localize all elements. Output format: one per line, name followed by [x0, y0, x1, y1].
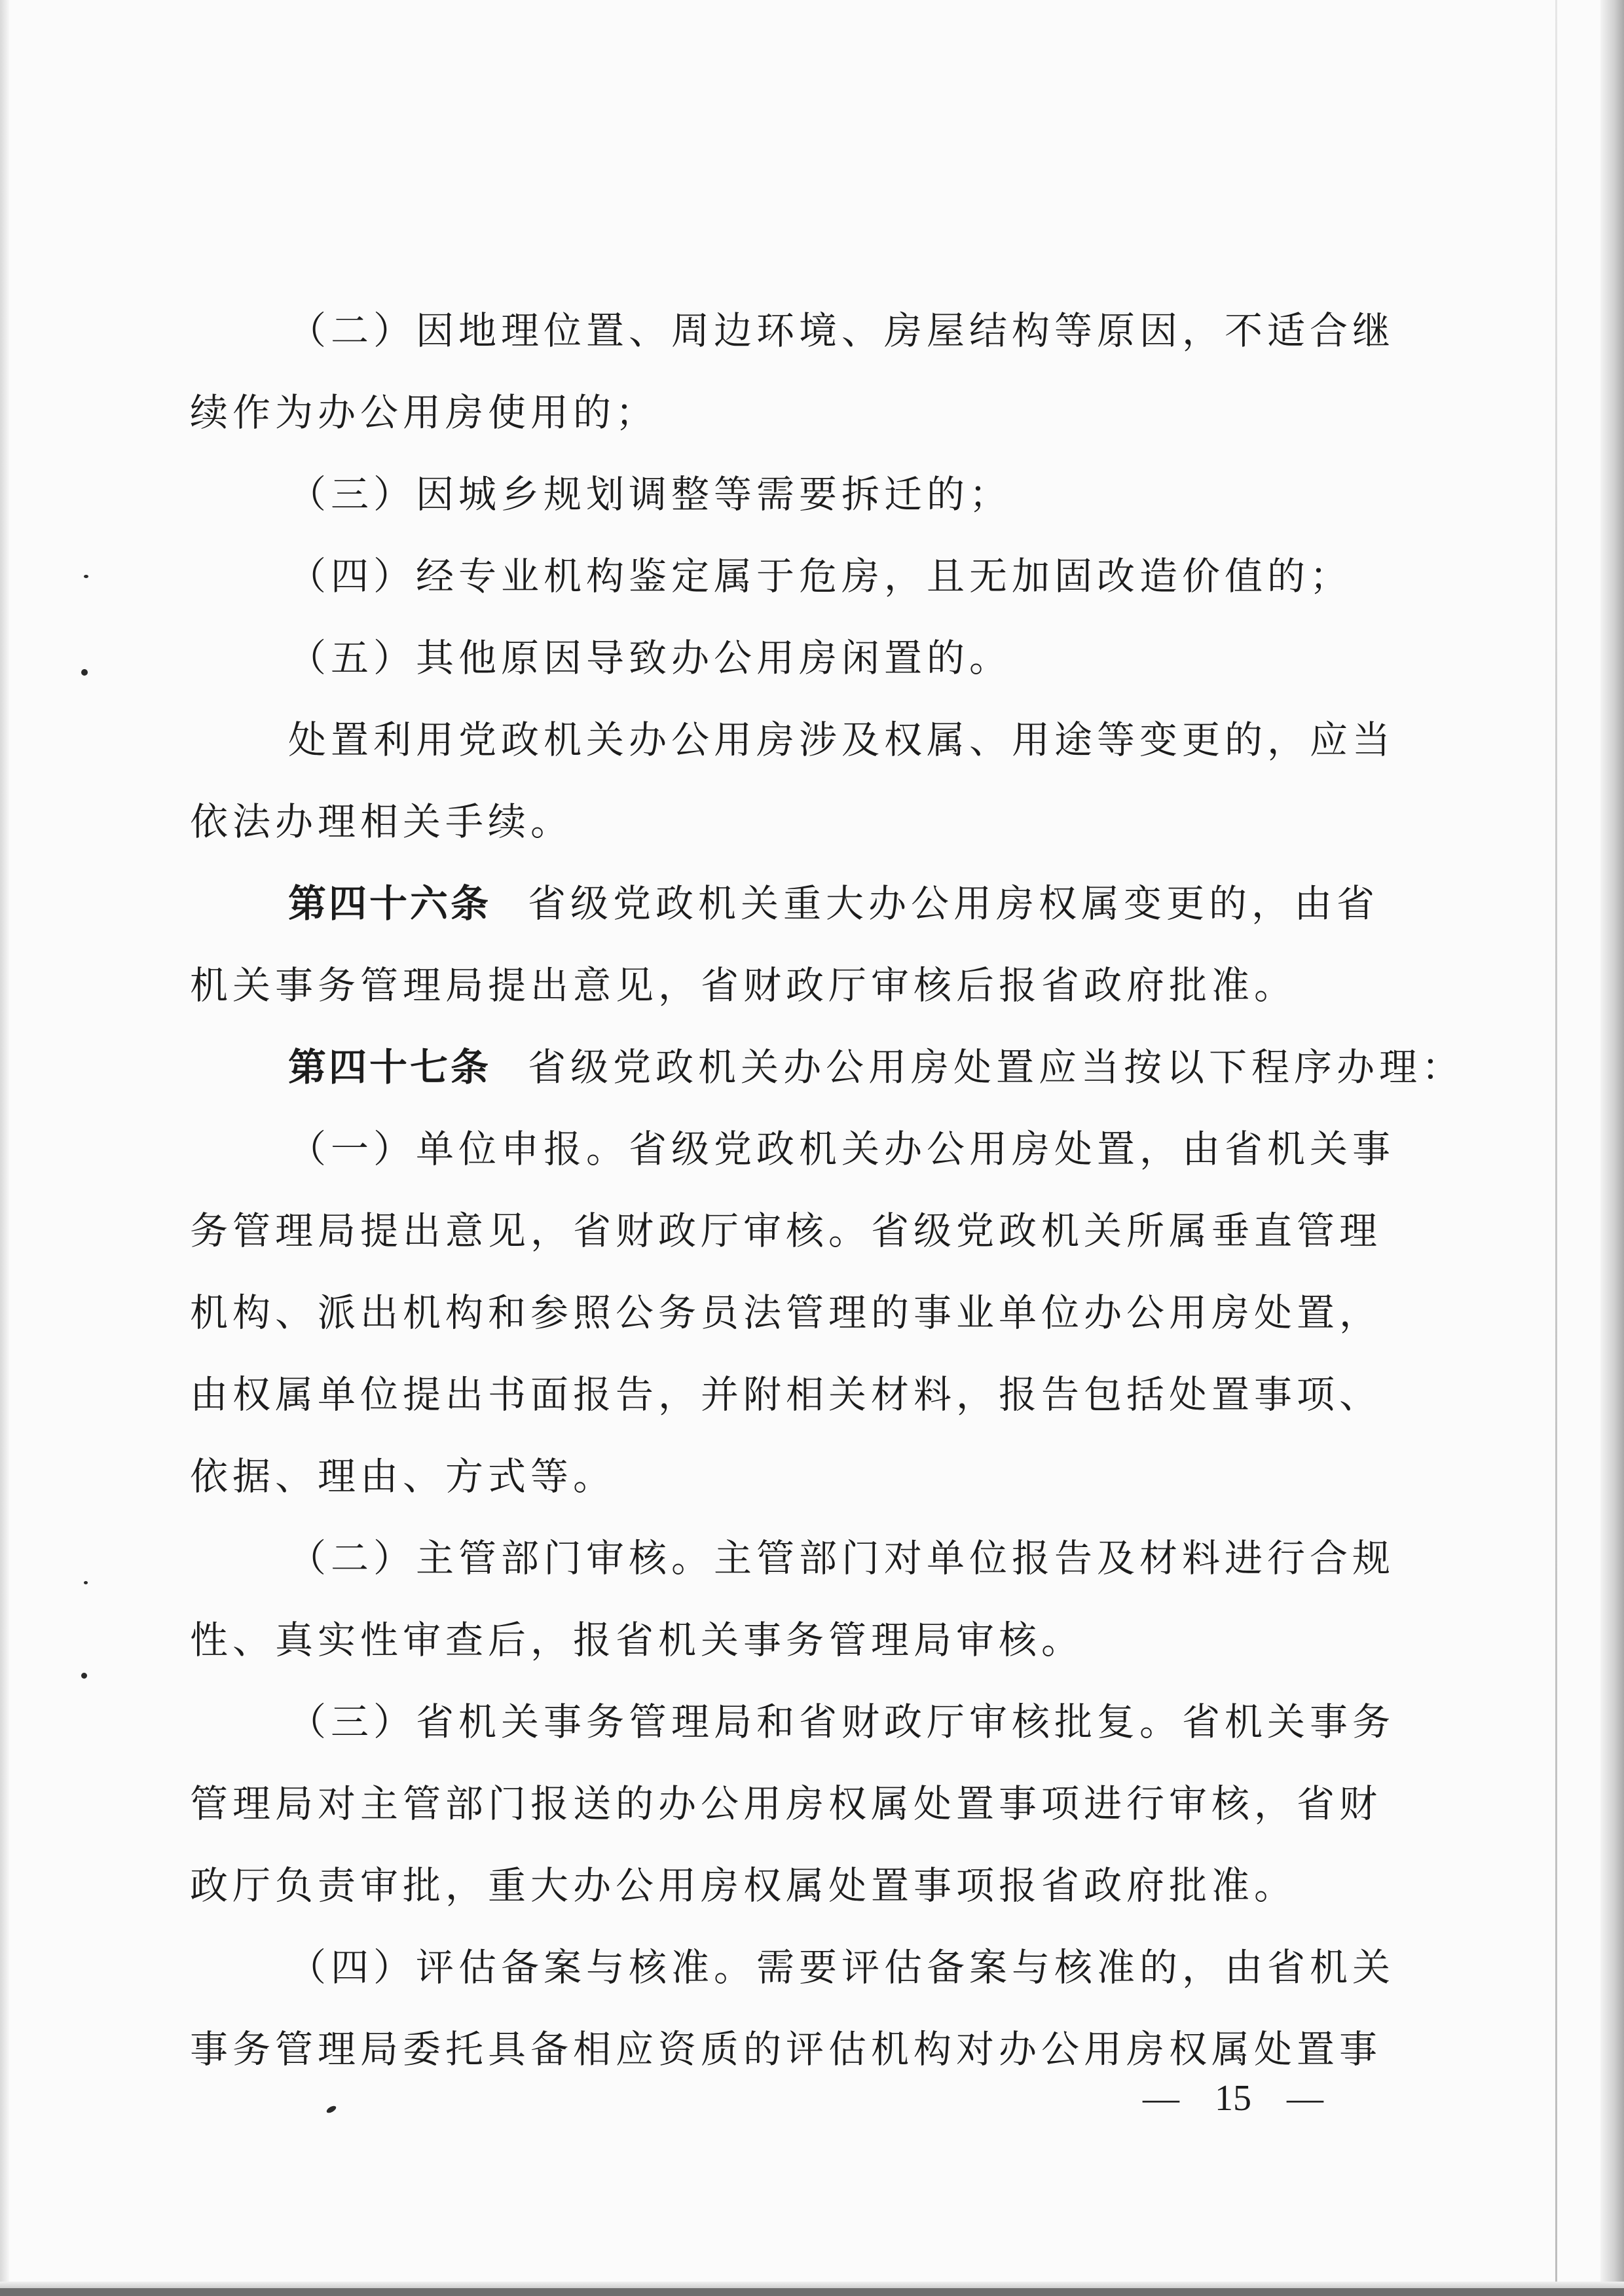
scan-speck: [84, 575, 88, 578]
article-47-line: [190, 1044, 1500, 1090]
text-line: （三）省机关事务管理局和省财政厅审核批复。省机关事务: [288, 1700, 1395, 1744]
scan-edge-bottom: [0, 2282, 1624, 2288]
page-number-footer: [1143, 2075, 1323, 2121]
scan-speck: [325, 2105, 337, 2115]
text-line: 由权属单位提出书面报告，并附相关材料，报告包括处置事项、: [190, 1372, 1382, 1417]
scan-speck: [81, 669, 88, 676]
text-line: （一）单位申报。省级党政机关办公用房处置，由省机关事: [288, 1127, 1395, 1171]
text-line: （五）其他原因导致办公用房闲置的。: [288, 636, 1012, 680]
text-line: 机关事务管理局提出意见，省财政厅审核后报省政府批准。: [190, 963, 1297, 1008]
text-line: 依据、理由、方式等。: [190, 1454, 616, 1499]
text-line: 处置利用党政机关办公用房涉及权属、用途等变更的，应当: [288, 718, 1395, 762]
text-line: 依法办理相关手续。: [190, 799, 574, 844]
page-number-dash-right: —: [1287, 2078, 1323, 2119]
scan-edge-left: [0, 0, 9, 2288]
scan-speck: [84, 1581, 88, 1584]
text-line: 政厅负责审批，重大办公用房权属处置事项报省政府批准。: [190, 1863, 1297, 1908]
text-line: 务管理局提出意见，省财政厅审核。省级党政机关所属垂直管理: [190, 1209, 1382, 1253]
text-line: 机构、派出机构和参照公务员法管理的事业单位办公用房处置，: [190, 1290, 1382, 1335]
article-46-line: [190, 881, 1500, 926]
text-line: （四）评估备案与核准。需要评估备案与核准的，由省机关: [288, 1945, 1395, 1990]
page-number-dash-left: —: [1143, 2078, 1179, 2119]
text-line: 性、真实性审查后，报省机关事务管理局审核。: [190, 1618, 1084, 1662]
article-46-label: 第四十六条: [288, 881, 492, 926]
text-line: 续作为办公用房使用的；: [190, 390, 659, 435]
text-line: 管理局对主管部门报送的办公用房权属处置事项进行审核，省财: [190, 1781, 1382, 1826]
article-47-text: 省级党政机关办公用房处置应当按以下程序办理：: [528, 1045, 1465, 1089]
text-line: （二）因地理位置、周边环境、房屋结构等原因，不适合继: [288, 308, 1395, 353]
text-line: 事务管理局委托具备相应资质的评估机构对办公用房权属处置事: [190, 2027, 1382, 2071]
article-46-text: 省级党政机关重大办公用房权属变更的，由省: [528, 881, 1380, 926]
scan-edge-right: [1600, 0, 1624, 2288]
article-47-label: 第四十七条: [288, 1045, 492, 1089]
scan-fold-line: [1555, 0, 1557, 2288]
text-line: （四）经专业机构鉴定属于危房，且无加固改造价值的；: [288, 554, 1353, 598]
page-number: 15: [1215, 2078, 1251, 2119]
scan-speck: [81, 1673, 87, 1679]
text-line: （三）因城乡规划调整等需要拆迁的；: [288, 472, 1012, 517]
text-line: （二）主管部门审核。主管部门对单位报告及材料进行合规: [288, 1536, 1395, 1580]
